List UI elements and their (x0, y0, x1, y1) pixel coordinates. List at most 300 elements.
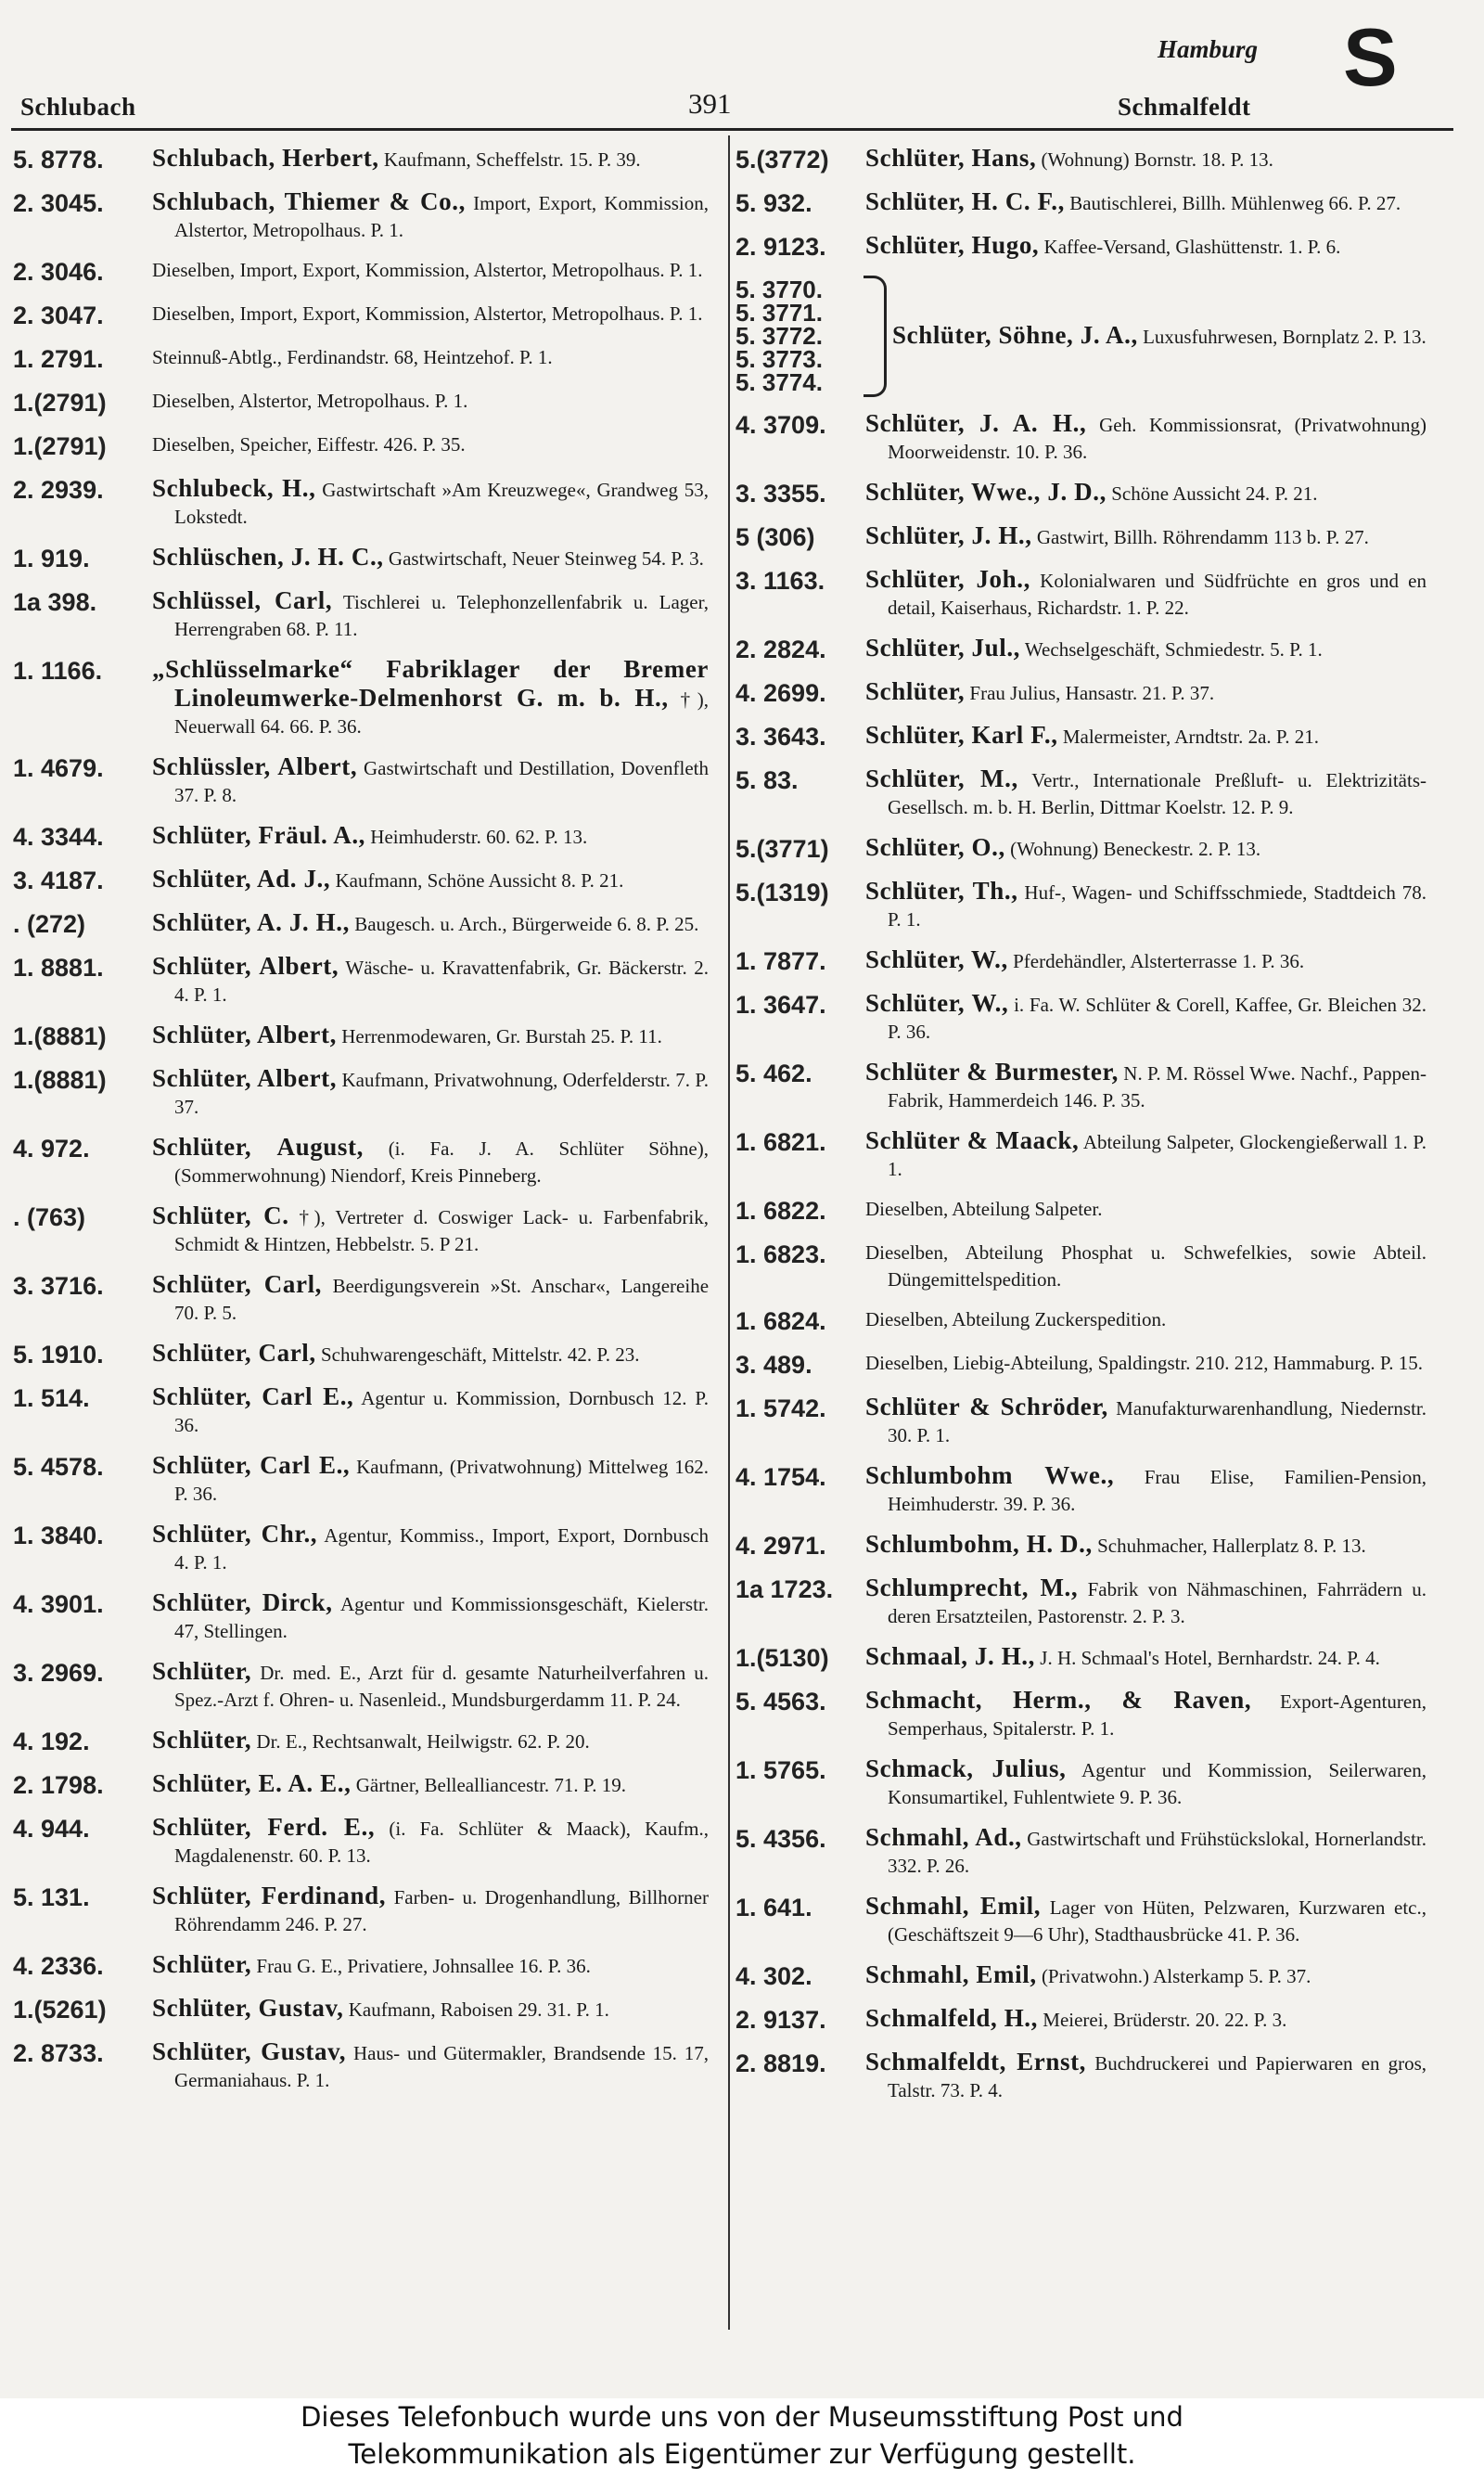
entry-text (152, 2038, 709, 2094)
entry-details: †), Vertreter d. Coswiger Lack- u. Farbenfabrik, Schmidt & Hintzen, Hebbelstr. 5. P 21. (174, 1206, 709, 1255)
directory-entry (736, 1824, 1426, 1880)
directory-entry (736, 1462, 1426, 1518)
phone-number: 2. 3046. (13, 258, 104, 286)
phone-number: 1. 5742. (736, 1394, 826, 1422)
entry-name: Schlüter, Carl, (152, 1339, 316, 1367)
entry-details: Tischlerei u. Telephonzellenfabrik u. Lager, Herrengraben 68. P. 11. (174, 591, 710, 640)
entry-text (152, 1271, 709, 1327)
brace-entry-text (892, 322, 1426, 351)
phone-number: 1. 4679. (13, 754, 104, 782)
entry-text (152, 587, 709, 643)
entry-details: Dieselben, Import, Export, Kommission, Alstertor, Metropolhaus. P. 1. (152, 302, 703, 325)
entry-details: Kaufmann, Raboisen 29. 31. P. 1. (348, 1998, 609, 2021)
footer-notice (0, 2398, 1484, 2480)
entry-name: Schlumbohm Wwe., (865, 1461, 1115, 1489)
entry-details: Fabrik von Nähmaschinen, Fahrrädern u. deren Ersatzteilen, Pastorenstr. 2. P. 3. (888, 1578, 1426, 1627)
phone-number: 5.(1319) (736, 879, 829, 906)
entry-details: †), Neuerwall 64. 66. P. 36. (174, 688, 710, 738)
directory-entry (736, 522, 1426, 553)
phone-number: 5.(3772) (736, 146, 829, 173)
entry-text (152, 866, 709, 894)
entry-name: Schlüter, H. C. F., (865, 187, 1065, 215)
directory-entry (13, 1134, 709, 1189)
entry-text (865, 1196, 1426, 1223)
entry-text (865, 1306, 1426, 1333)
entry-text (865, 834, 1426, 863)
entry-details: Frau G. E., Privatiere, Johnsallee 16. P. 36. (256, 1955, 591, 1977)
phone-number: 3. 489. (736, 1351, 812, 1379)
entry-name: Schlüter, Gustav, (152, 2037, 347, 2065)
entry-text (865, 765, 1426, 821)
phone-number: 3. 3716. (13, 1272, 104, 1300)
entry-name: Schlubach, Thiemer & Co., (152, 187, 466, 215)
entry-name: Schlüter, E. A. E., (152, 1769, 352, 1797)
directory-entry (13, 1202, 709, 1258)
entry-details: Dieselben, Alstertor, Metropolhaus. P. 1. (152, 390, 468, 412)
entry-details: Dieselben, Abteilung Salpeter. (865, 1198, 1103, 1220)
entry-details: Dr. med. E., Arzt für d. gesamte Naturheilverfahren u. Spez.-Arzt f. Ohren- u. Nasenleid., Mundsburgerdamm 11. P. 24. (174, 1662, 709, 1711)
entry-text (152, 301, 709, 328)
phone-number: 5. 3773. (736, 345, 823, 373)
phone-number: 5. 4578. (13, 1453, 104, 1481)
phone-number: . (763) (13, 1203, 86, 1231)
phone-number: 5. 3770. (736, 276, 823, 303)
directory-entry (736, 1961, 1426, 1992)
footer-line-2: Telekommunikation als Eigentümer zur Verfügung gestellt. (348, 2438, 1136, 2470)
entry-name: Schlüter, Ferdinand, (152, 1882, 387, 1909)
entry-text (865, 2049, 1426, 2104)
entry-text (865, 2005, 1426, 2034)
entry-name: Schlumbohm, H. D., (865, 1530, 1093, 1558)
directory-entry (13, 1814, 709, 1870)
page-number: 391 (688, 87, 732, 120)
directory-entry (736, 1306, 1426, 1337)
entry-name: Schlüter & Burmester, (865, 1058, 1119, 1086)
entry-name: Schlüter, Joh., (865, 565, 1030, 593)
phone-number: 1. 7877. (736, 947, 826, 975)
directory-entry (736, 1755, 1426, 1811)
phone-number: 1. 1166. (13, 657, 103, 685)
entry-name: Schlüter, Ad. J., (152, 865, 331, 893)
entry-text (865, 566, 1426, 622)
phone-number: 4. 944. (13, 1815, 90, 1843)
entry-text (865, 990, 1426, 1046)
entry-details: Farben- u. Drogenhandlung, Billhorner Röhrendamm 246. P. 27. (174, 1886, 709, 1935)
entry-details: Pferdehändler, Alsterterrasse 1. P. 36. (1013, 950, 1305, 972)
entry-details: Kaufmann, (Privatwohnung) Mittelweg 162. P. 36. (174, 1456, 709, 1505)
entry-name: Schlüter, Fräul. A., (152, 821, 366, 849)
phone-number: 1. 6824. (736, 1307, 826, 1335)
phone-number: 2. 8819. (736, 2050, 826, 2077)
entry-text (152, 1814, 709, 1870)
entry-details: Wechselgeschäft, Schmiedestr. 5. P. 1. (1024, 638, 1323, 661)
phone-number: 2. 3045. (13, 189, 104, 217)
phone-number: 1. 3840. (13, 1522, 104, 1549)
directory-entry (13, 1452, 709, 1508)
phone-number: 2. 9123. (736, 233, 826, 261)
entry-name: Schlüter & Maack, (865, 1126, 1080, 1154)
entry-name: Schlüter, C. (152, 1201, 289, 1229)
entry-details: Heimhuderstr. 60. 62. P. 13. (370, 826, 588, 848)
entry-text (152, 1202, 709, 1258)
entry-details: (Wohnung) Beneckestr. 2. P. 13. (1010, 838, 1261, 860)
entry-text (865, 1240, 1426, 1293)
entry-name: Schlüter & Schröder, (865, 1393, 1108, 1420)
directory-entry (736, 1240, 1426, 1293)
entry-details: Schuhmacher, Hallerplatz 8. P. 13. (1097, 1535, 1366, 1557)
entry-name: Schlüter, Carl E., (152, 1382, 354, 1410)
entry-text (152, 1452, 709, 1508)
entry-details: Kolonialwaren und Südfrüchte en gros und en detail, Kaiserhaus, Richardstr. 1. P. 22. (888, 570, 1426, 619)
entry-name: Schlubeck, H., (152, 474, 316, 502)
entry-details: Baugesch. u. Arch., Bürgerweide 6. 8. P. 25. (354, 913, 699, 935)
phone-number: 1. 641. (736, 1894, 812, 1921)
directory-entry (736, 145, 1426, 175)
directory-entry (13, 1340, 709, 1370)
entry-name: Schlüter, J. A. H., (865, 409, 1087, 437)
entry-text (152, 1995, 709, 2024)
phone-number: 2. 1798. (13, 1771, 104, 1799)
entry-text (152, 388, 709, 415)
entry-details: i. Fa. W. Schlüter & Corell, Kaffee, Gr. Bleichen 32. P. 36. (888, 994, 1427, 1043)
entry-details: Kaufmann, Schöne Aussicht 8. P. 21. (335, 869, 624, 892)
entry-details: Agentur u. Kommission, Dornbusch 12. P. 36. (174, 1387, 710, 1436)
directory-entry (13, 301, 709, 331)
directory-entry (13, 1882, 709, 1938)
header-rule (11, 128, 1453, 131)
directory-entry (13, 866, 709, 896)
entry-details: Schuhwarengeschäft, Mittelstr. 42. P. 23. (321, 1343, 640, 1366)
entry-name: Schlüter, Ferd. E., (152, 1813, 376, 1841)
entry-name: Schlüssler, Albert, (152, 752, 358, 780)
directory-entry (736, 1531, 1426, 1561)
phone-number: 5 (306) (736, 523, 815, 551)
directory-entry (736, 878, 1426, 933)
entry-text (865, 1059, 1426, 1114)
entry-details: Import, Export, Kommission, Alstertor, Metropolhaus. P. 1. (174, 192, 709, 241)
phone-number: 3. 3355. (736, 480, 826, 508)
entry-name: Schmalfeldt, Ernst, (865, 2048, 1087, 2075)
directory-entry (736, 2049, 1426, 2104)
entry-text (865, 1961, 1426, 1990)
entry-text (865, 232, 1426, 261)
brace-numbers (736, 278, 864, 394)
left-column (13, 145, 709, 2107)
phone-number: 1. 6822. (736, 1197, 826, 1225)
entry-text (865, 1755, 1426, 1811)
phone-number: 1. 8881. (13, 954, 104, 982)
directory-entry (736, 990, 1426, 1046)
phone-number: 5. 131. (13, 1883, 90, 1911)
entry-details: N. P. M. Rössel Wwe. Nachf., Pappen-Fabrik, Hammerdeich 146. P. 35. (888, 1062, 1426, 1112)
entry-details: Agentur und Kommissionsgeschäft, Kielerstr. 47, Stellingen. (174, 1593, 709, 1642)
directory-entry (13, 1589, 709, 1645)
entry-text (152, 953, 709, 1009)
directory-entry (736, 1893, 1426, 1948)
entry-name: Schlüter, Albert, (152, 952, 339, 980)
entry-name: Schlüter, W., (865, 945, 1008, 973)
directory-entry (736, 722, 1426, 752)
phone-number: 1. 919. (13, 545, 90, 572)
phone-number: 5. 3772. (736, 322, 823, 350)
header-city: Hamburg (1158, 35, 1259, 63)
directory-entry (13, 475, 709, 531)
phone-number: 4. 1754. (736, 1463, 826, 1491)
entry-details: Luxusfuhrwesen, Bornplatz 2. P. 13. (1143, 326, 1426, 348)
entry-name: Schlüter, (865, 677, 966, 705)
directory-entry (736, 834, 1426, 865)
entry-text (865, 1893, 1426, 1948)
entry-details: Abteilung Salpeter, Glockengießerwall 1. P. 1. (888, 1131, 1426, 1180)
phone-number: 1. 514. (13, 1384, 90, 1412)
directory-entry (13, 188, 709, 244)
phone-number: 1a 1723. (736, 1575, 834, 1603)
entry-details: Gastwirt, Billh. Röhrendamm 113 b. P. 27. (1036, 526, 1369, 548)
phone-number: 4. 2971. (736, 1532, 826, 1560)
entry-text (152, 475, 709, 531)
entry-name: Schlüter, Jul., (865, 634, 1021, 662)
phone-number: . (272) (13, 910, 86, 938)
entry-text (152, 1589, 709, 1645)
entry-details: Bautischlerei, Billh. Mühlenweg 66. P. 27. (1069, 192, 1401, 214)
entry-text (865, 1462, 1426, 1518)
entry-text (865, 1687, 1426, 1742)
entry-text (152, 145, 709, 173)
entry-name: Schmaal, J. H., (865, 1642, 1036, 1670)
entry-name: Schlüter, Carl, (152, 1270, 323, 1298)
phone-number: 4. 2699. (736, 679, 826, 707)
phone-number: 3. 1163. (736, 567, 825, 595)
directory-entry (736, 765, 1426, 821)
phone-number: 4. 192. (13, 1728, 90, 1755)
directory-entry (736, 232, 1426, 263)
directory-entry (13, 544, 709, 574)
directory-entry (736, 1127, 1426, 1183)
entry-details: Gastwirtschaft, Neuer Steinweg 54. P. 3. (388, 547, 704, 570)
directory-entry (13, 1065, 709, 1121)
entry-text (865, 479, 1426, 508)
entry-text (865, 878, 1426, 933)
entry-text (152, 656, 709, 740)
directory-entry (736, 678, 1426, 709)
directory-entry (13, 1770, 709, 1801)
entry-name: Schlüter, Hugo, (865, 231, 1040, 259)
entry-text (152, 1951, 709, 1980)
entry-text (865, 678, 1426, 707)
phone-number: 4. 972. (13, 1135, 90, 1163)
entry-name: Schlüschen, J. H. C., (152, 543, 384, 571)
entry-name: Schlüter, (152, 1726, 252, 1754)
entry-details: Lager von Hüten, Pelzwaren, Kurzwaren etc., (Geschäftszeit 9—6 Uhr), Stadthausbrücke 41. P. 36. (888, 1896, 1427, 1946)
entry-name: Schmahl, Ad., (865, 1823, 1022, 1851)
entry-name: Schlüter, August, (152, 1133, 364, 1161)
column-divider (728, 135, 730, 2330)
phone-number: 1. 6823. (736, 1240, 826, 1268)
entry-name: Schlüter, J. H., (865, 521, 1032, 549)
phone-number: 1a 398. (13, 588, 97, 616)
entry-text (865, 522, 1426, 551)
phone-number: 5. 8778. (13, 146, 104, 173)
directory-entry (13, 2038, 709, 2094)
entry-details: Huf-, Wagen- und Schiffsschmiede, Stadtdeich 78. P. 1. (888, 881, 1427, 931)
entry-name: Schlüter, Wwe., J. D., (865, 478, 1107, 506)
directory-entry (736, 2005, 1426, 2036)
entry-name: Schlüter, O., (865, 833, 1005, 861)
phone-number: 5. 3774. (736, 368, 823, 396)
entry-text (152, 1727, 709, 1755)
entry-text (865, 1127, 1426, 1183)
entry-text (152, 753, 709, 809)
entry-details: Gastwirtschaft und Frühstückslokal, Hornerlandstr. 332. P. 26. (888, 1828, 1427, 1877)
entry-details: Malermeister, Arndtstr. 2a. P. 21. (1062, 726, 1320, 748)
entry-details: Steinnuß-Abtlg., Ferdinandstr. 68, Heintzehof. P. 1. (152, 346, 553, 368)
phone-number: 1.(8881) (13, 1022, 107, 1050)
header-letter: S (1343, 11, 1398, 103)
entry-text (152, 1658, 709, 1714)
phone-number: 5. 83. (736, 766, 799, 794)
phone-number: 5.(3771) (736, 835, 829, 863)
entry-details: Geh. Kommissionsrat, (Privatwohnung) Moorweidenstr. 10. P. 36. (888, 414, 1426, 463)
entry-text (865, 410, 1426, 466)
entry-text (865, 1394, 1426, 1449)
phone-number: 2. 2939. (13, 476, 104, 504)
entry-details: Kaufmann, Privatwohnung, Oderfelderstr. 7. P. 37. (174, 1069, 709, 1118)
directory-entry (13, 344, 709, 375)
entry-details: Kaufmann, Scheffelstr. 15. P. 39. (383, 148, 641, 171)
phone-number: 5. 1910. (13, 1341, 104, 1368)
entry-name: „Schlüsselmarke“ Fabriklager der Bremer Linoleumwerke-Delmenhorst G. m. b. H., (152, 655, 709, 712)
entry-name: Schlüter, Th., (865, 877, 1018, 905)
entry-text (152, 1770, 709, 1799)
directory-entry (736, 1350, 1426, 1381)
directory-entry (13, 753, 709, 809)
entry-text (152, 1521, 709, 1576)
entry-details: Gastwirtschaft »Am Kreuzwege«, Grandweg 53, Lokstedt. (174, 479, 709, 528)
entry-details: Herrenmodewaren, Gr. Burstah 25. P. 11. (341, 1025, 662, 1047)
phone-number: 1. 2791. (13, 345, 104, 373)
entry-text (865, 1574, 1426, 1630)
entry-details: Meierei, Brüderstr. 20. 22. P. 3. (1043, 2009, 1287, 2031)
entry-details: J. H. Schmaal's Hotel, Bernhardstr. 24. P. 4. (1040, 1647, 1380, 1669)
entry-details: Buchdruckerei und Papierwaren en gros, Talstr. 73. P. 4. (888, 2052, 1427, 2101)
entry-details: Agentur, Kommiss., Import, Export, Dornbusch 4. P. 1. (174, 1524, 709, 1574)
phone-number: 4. 2336. (13, 1952, 104, 1980)
directory-entry (13, 257, 709, 288)
phone-number: 3. 3643. (736, 723, 826, 751)
phone-number: 4. 302. (736, 1962, 812, 1990)
directory-entry (736, 946, 1426, 977)
entry-name: Schlüssel, Carl, (152, 586, 333, 614)
phone-number: 5. 462. (736, 1060, 812, 1087)
entry-name: Schlumprecht, M., (865, 1574, 1079, 1601)
directory-entry (736, 635, 1426, 665)
phone-number: 1.(2791) (13, 389, 107, 417)
entry-details: Schöne Aussicht 24. P. 21. (1111, 482, 1318, 505)
entry-text (865, 1824, 1426, 1880)
entry-name: Schlüter, (152, 1657, 252, 1685)
entry-details: Dieselben, Import, Export, Kommission, Alstertor, Metropolhaus. P. 1. (152, 259, 703, 281)
entry-text (152, 1022, 709, 1050)
entry-details: Dieselben, Liebig-Abteilung, Spaldingstr. 210. 212, Hammaburg. P. 15. (865, 1352, 1423, 1374)
entry-name: Schlüter, Hans, (865, 144, 1037, 172)
phone-number: 3. 4187. (13, 867, 104, 894)
entry-name: Schlüter, Chr., (152, 1520, 318, 1548)
entry-text (865, 145, 1426, 173)
phone-number: 4. 3709. (736, 411, 826, 439)
entry-name: Schlüter, M., (865, 765, 1018, 792)
entry-text (152, 1882, 709, 1938)
directory-entry (13, 1658, 709, 1714)
brace-symbol (864, 276, 887, 397)
entry-details: Beerdigungsverein »St. Anschar«, Langereihe 70. P. 5. (174, 1275, 710, 1324)
entry-text (152, 909, 709, 938)
directory-entry (736, 566, 1426, 622)
entry-text (152, 188, 709, 244)
directory-entry (13, 1022, 709, 1052)
directory-entry (736, 1687, 1426, 1742)
entry-name: Schlüter, Dirck, (152, 1588, 333, 1616)
directory-entry (13, 1727, 709, 1757)
entry-details: Gärtner, Bellealliancestr. 71. P. 19. (355, 1774, 627, 1796)
entry-details: Dieselben, Abteilung Zuckerspedition. (865, 1308, 1167, 1330)
directory-entry (13, 587, 709, 643)
phone-number: 5. 3771. (736, 299, 823, 327)
phone-number: 1. 6821. (736, 1128, 826, 1156)
entry-text (865, 722, 1426, 751)
footer-line-1: Dieses Telefonbuch wurde uns von der Museumsstiftung Post und (301, 2401, 1183, 2433)
directory-entry (736, 188, 1426, 219)
entry-text (865, 635, 1426, 663)
entry-name: Schlüter, Albert, (152, 1064, 338, 1092)
phone-number: 4. 3344. (13, 823, 104, 851)
directory-entry (736, 1394, 1426, 1449)
directory-entry (13, 388, 709, 418)
entry-name: Schlüter, A. J. H., (152, 908, 350, 936)
entry-text (152, 1065, 709, 1121)
entry-details: Vertr., Internationale Preßluft- u. Elektrizitäts-Gesellsch. m. b. H. Berlin, Dittmar Koelstr. 12. P. 9. (888, 769, 1426, 818)
phone-number: 1.(5261) (13, 1996, 107, 2024)
directory-entry (13, 1995, 709, 2025)
directory-entry (13, 1521, 709, 1576)
entry-details: Frau Julius, Hansastr. 21. P. 37. (969, 682, 1215, 704)
directory-entry (13, 431, 709, 462)
entry-details: (i. Fa. J. A. Schlüter Söhne), (Sommerwohnung) Niendorf, Kreis Pinneberg. (174, 1137, 709, 1187)
entry-details: (i. Fa. Schlüter & Maack), Kaufm., Magdalenenstr. 60. P. 13. (174, 1818, 709, 1867)
entry-text (865, 1350, 1426, 1377)
entry-name: Schlüter, Albert, (152, 1021, 337, 1048)
entry-text (152, 822, 709, 851)
entry-details: Export-Agenturen, Semperhaus, Spitalerstr. P. 1. (888, 1690, 1426, 1740)
entry-details: Dieselben, Abteilung Phosphat u. Schwefelkies, sowie Abteil. Düngemittelspedition. (865, 1241, 1426, 1291)
directory-entry (13, 1271, 709, 1327)
phone-number: 5. 4563. (736, 1688, 826, 1715)
entry-details: Frau Elise, Familien-Pension, Heimhuderstr. 39. P. 36. (888, 1466, 1426, 1515)
entry-details: Dr. E., Rechtsanwalt, Heilwigstr. 62. P. 20. (256, 1730, 590, 1753)
phone-number: 3. 2969. (13, 1659, 104, 1687)
entry-text (865, 946, 1426, 975)
entry-name: Schlüter, Carl E., (152, 1451, 351, 1479)
entry-details: Manufakturwarenhandlung, Niedernstr. 30. P. 1. (888, 1397, 1426, 1446)
entry-text (865, 188, 1426, 217)
phone-number: 1.(8881) (13, 1066, 107, 1094)
directory-entry (13, 656, 709, 740)
phone-number: 2. 2824. (736, 636, 826, 663)
phone-number: 1.(5130) (736, 1644, 829, 1672)
phone-number: 1. 5765. (736, 1756, 826, 1784)
directory-entry (736, 479, 1426, 509)
entry-text (152, 544, 709, 572)
phone-number: 2. 8733. (13, 2039, 104, 2067)
